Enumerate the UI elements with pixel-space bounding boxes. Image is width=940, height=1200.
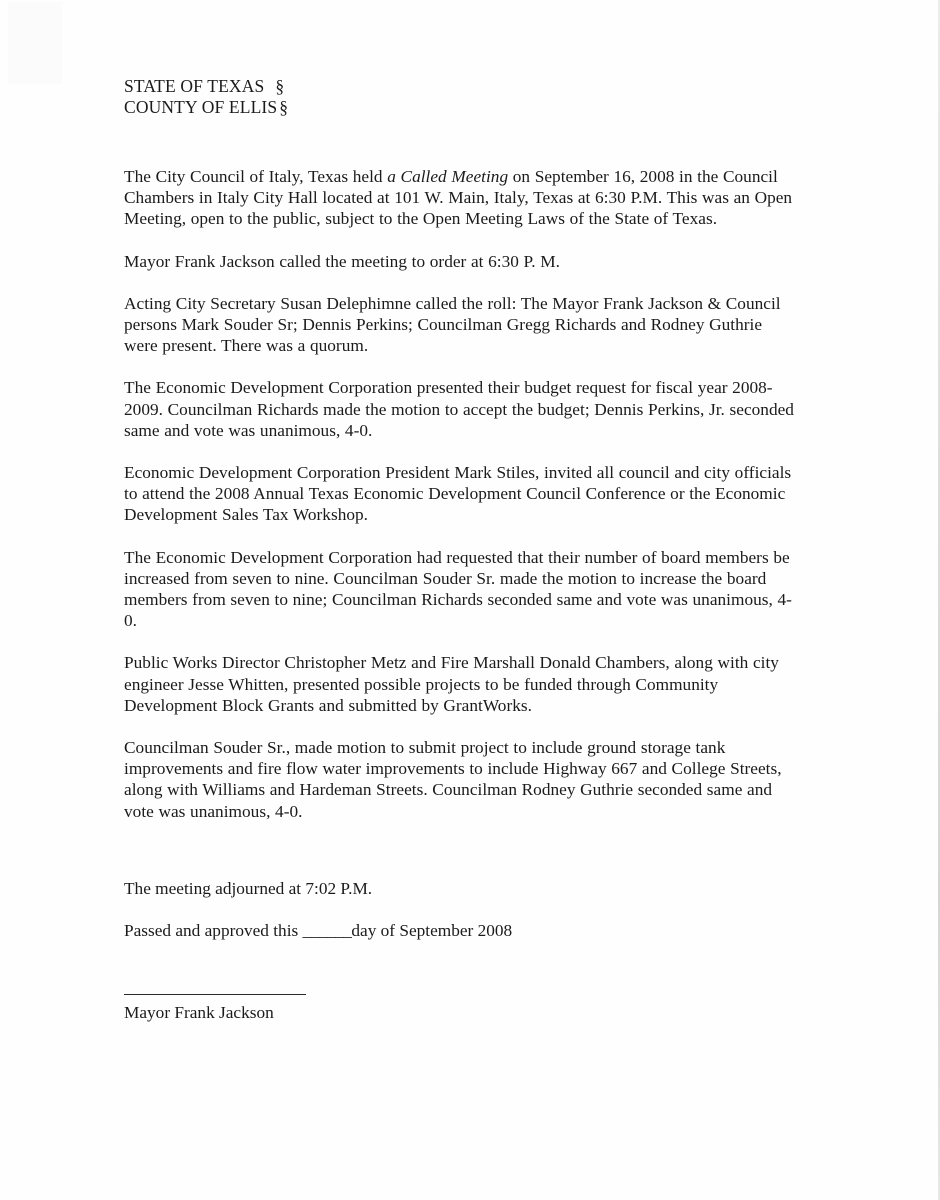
section-symbol-icon: §: [279, 97, 289, 117]
heading-line-state: [124, 76, 524, 97]
paragraph-call-to-order: Mayor Frank Jackson called the meeting to order at 6:30 P. M.: [124, 251, 560, 271]
heading-state-label: STATE OF TEXAS: [124, 76, 265, 96]
approval-suffix: day of September 2008: [351, 921, 513, 941]
scan-smudge-artifact: [8, 2, 62, 84]
minutes-paragraphs: [124, 166, 796, 843]
paragraph-board-member-increase: The Economic Development Corporation had requested that their number of board members be increased from seven to nine. Councilman Souder Sr. made the motion to increase the board members from seven to nine; Councilman Richards seconded same and vote was unanimous, 4-0.: [124, 547, 792, 631]
closing-block: [124, 878, 796, 962]
document-heading: [124, 76, 524, 118]
heading-line-county: [124, 97, 524, 118]
paragraph-meeting-notice: [124, 166, 796, 230]
signature-rule: [124, 994, 306, 995]
meeting-notice-after: on September 16, 2008 in the Council Chambers in Italy City Hall located at 101 W. Main, Italy, Texas at 6:30 P.M. This was an Open Meeting, open to the public, subject to the Open Meeting Laws of the State of Texas.: [124, 167, 793, 229]
adjournment-line: The meeting adjourned at 7:02 P.M.: [124, 879, 373, 898]
paragraph-project-submission-motion: Councilman Souder Sr., made motion to submit project to include ground storage tank improvements and fire flow water improvements to include Highway 667 and College Streets, along with Williams and Hardeman Streets. Councilman Rodney Guthrie seconded same and vote was unanimous, 4-0.: [124, 738, 782, 821]
meeting-notice-italic: a Called Meeting: [387, 167, 509, 186]
approval-line: [124, 920, 796, 941]
approval-date-blank: ______: [302, 921, 352, 941]
meeting-notice-before: The City Council of Italy, Texas held: [124, 167, 388, 186]
paragraph-roll-call: Acting City Secretary Susan Delephimne called the roll: The Mayor Frank Jackson & Council persons Mark Souder Sr; Dennis Perkins; Councilman Gregg Richards and Rodney Guthrie were present. There was a quorum.: [124, 293, 781, 356]
approval-prefix: Passed and approved this: [124, 921, 303, 941]
paragraph-edc-budget: The Economic Development Corporation presented their budget request for fiscal year 2008-2009. Councilman Richards made the motion to accept the budget; Dennis Perkins, Jr. seconded same and vote was unanimous, 4-0.: [124, 378, 794, 440]
heading-county-label: COUNTY OF ELLIS: [124, 97, 278, 117]
signature-name: Mayor Frank Jackson: [124, 1003, 274, 1022]
signature-block: [118, 994, 518, 1023]
section-symbol-icon: §: [275, 76, 285, 96]
paragraph-edc-conference-invite: Economic Development Corporation President Mark Stiles, invited all council and city officials to attend the 2008 Annual Texas Economic Development Council Conference or the Economic Development Sales Tax Workshop.: [124, 463, 792, 525]
paragraph-cdbg-projects: Public Works Director Christopher Metz and Fire Marshall Donald Chambers, along with city engineer Jesse Whitten, presented possible projects to be funded through Community Development Block Grants and submitted by GrantWorks.: [124, 653, 779, 715]
